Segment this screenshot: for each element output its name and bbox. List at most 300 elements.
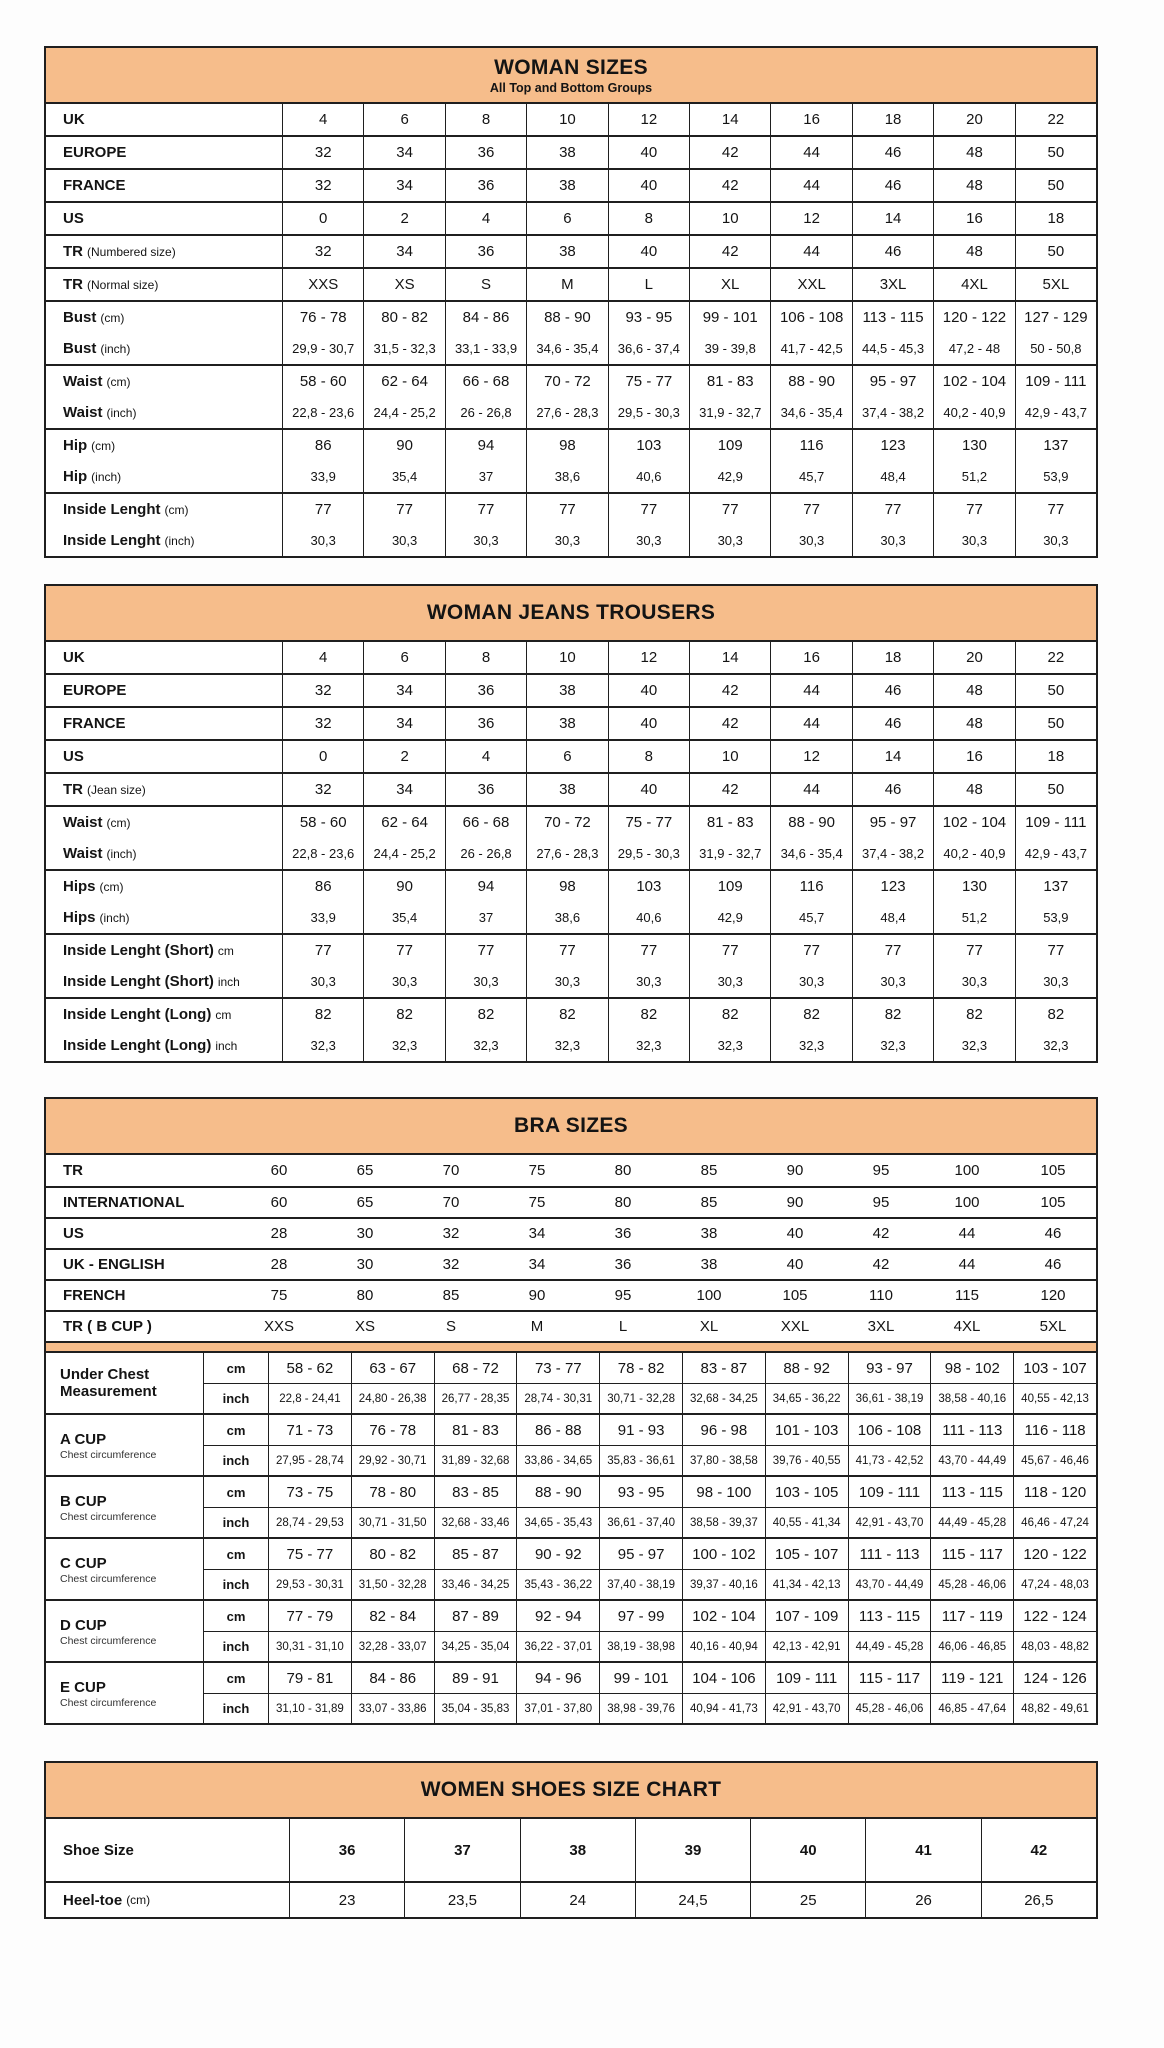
size-cell: 102 - 104	[933, 366, 1014, 397]
row-label-note: (cm)	[126, 1893, 151, 1907]
size-row	[46, 838, 1096, 869]
size-cell: 90	[363, 871, 444, 902]
size-cell: 0	[282, 203, 363, 234]
size-row	[46, 430, 1096, 461]
size-cell: 80 - 82	[351, 1539, 434, 1569]
size-cell: 46	[852, 708, 933, 739]
size-cell: 29,53 - 30,31	[268, 1570, 351, 1599]
size-cell: 30,3	[1015, 525, 1096, 556]
size-cell: 10	[526, 104, 607, 135]
size-cell: 100	[696, 1287, 722, 1304]
row-label	[46, 397, 282, 428]
size-cell: 16	[770, 104, 851, 135]
size-cell: 48	[933, 236, 1014, 267]
size-cell: 70 - 72	[526, 807, 607, 838]
size-row-group	[46, 300, 1096, 364]
size-cell: 31,5 - 32,3	[363, 333, 444, 364]
size-cell: 31,9 - 32,7	[689, 397, 770, 428]
row-values	[282, 999, 1096, 1030]
cup-label	[46, 1477, 203, 1537]
size-cell: 14	[689, 642, 770, 673]
size-cell: XL	[699, 1318, 719, 1335]
row-label	[46, 203, 282, 234]
size-cell: 35,83 - 36,61	[599, 1446, 682, 1475]
size-row	[46, 1030, 1096, 1061]
size-cell: 75	[528, 1162, 546, 1179]
size-cell: 46,06 - 46,85	[930, 1632, 1013, 1661]
size-cell: 100	[954, 1194, 980, 1211]
row-label-note: (cm)	[100, 310, 125, 325]
row-label	[46, 170, 282, 201]
row-label	[46, 1155, 236, 1186]
size-cell: 40	[750, 1819, 865, 1881]
shoe-row	[46, 1819, 1096, 1881]
row-label-text: Inside Lenght (Long)	[63, 1037, 212, 1054]
size-cell: 32,3	[770, 1030, 851, 1061]
bra-band-rows	[46, 1155, 1096, 1341]
row-label	[46, 642, 282, 673]
row-values	[268, 1477, 1096, 1507]
size-cell: 30,3	[363, 525, 444, 556]
size-cell: 14	[852, 203, 933, 234]
size-cell: 93 - 95	[608, 302, 689, 333]
unit-cell: cm	[203, 1539, 268, 1569]
row-values	[282, 675, 1096, 706]
size-cell: 16	[933, 203, 1014, 234]
size-cell: 32,3	[363, 1030, 444, 1061]
size-cell: 40	[608, 708, 689, 739]
row-label	[46, 494, 282, 525]
size-cell: 58 - 60	[282, 366, 363, 397]
size-row	[46, 902, 1096, 933]
size-cell: 28,74 - 29,53	[268, 1508, 351, 1537]
size-cell: 84 - 86	[351, 1663, 434, 1693]
size-cell: 66 - 68	[445, 807, 526, 838]
size-cell: 6	[363, 642, 444, 673]
row-label-note: cm	[215, 1007, 232, 1022]
size-row-group	[46, 642, 1096, 673]
size-cell: 34	[363, 170, 444, 201]
size-cell: 24,5	[635, 1883, 750, 1917]
size-cell: 25	[750, 1883, 865, 1917]
bra-band-row	[46, 1155, 1096, 1186]
size-cell: 35,04 - 35,83	[434, 1694, 517, 1723]
size-cell: 38,6	[526, 461, 607, 492]
size-cell: 40	[608, 137, 689, 168]
row-label	[46, 366, 282, 397]
bra-sizes-table	[44, 1097, 1098, 1725]
size-cell: 38,6	[526, 902, 607, 933]
size-cell: 37	[445, 461, 526, 492]
size-cell: 42	[689, 675, 770, 706]
size-cell: 34	[363, 708, 444, 739]
row-values	[282, 966, 1096, 997]
size-cell: 115	[955, 1287, 979, 1304]
cup-row	[203, 1415, 1096, 1445]
size-cell: 44	[770, 774, 851, 805]
size-cell: 30	[356, 1256, 374, 1273]
size-cell: 86	[282, 871, 363, 902]
size-cell: M	[526, 269, 607, 300]
row-label	[46, 999, 282, 1030]
size-cell: 30,3	[770, 525, 851, 556]
size-cell: 6	[363, 104, 444, 135]
row-label-text: FRANCE	[63, 715, 126, 732]
size-cell: 32,3	[445, 1030, 526, 1061]
size-cell: 105	[1040, 1162, 1066, 1179]
size-cell: 24,4 - 25,2	[363, 397, 444, 428]
size-cell: 8	[445, 104, 526, 135]
size-cell: 116	[770, 430, 851, 461]
size-cell: 109	[689, 871, 770, 902]
size-cell: 75	[270, 1287, 288, 1304]
size-cell: 8	[608, 741, 689, 772]
cup-group	[46, 1661, 1096, 1723]
size-cell: 30,3	[852, 525, 933, 556]
row-label	[46, 966, 282, 997]
size-cell: 28	[270, 1225, 288, 1242]
size-cell: 26	[865, 1883, 980, 1917]
size-cell: 41	[865, 1819, 980, 1881]
size-cell: 88 - 90	[516, 1477, 599, 1507]
size-cell: 20	[933, 642, 1014, 673]
size-cell: 122 - 124	[1013, 1601, 1096, 1631]
size-cell: 30,3	[933, 525, 1014, 556]
size-cell: 40,6	[608, 461, 689, 492]
size-cell: 30,3	[770, 966, 851, 997]
size-cell: 30,3	[852, 966, 933, 997]
size-cell: 118 - 120	[1013, 1477, 1096, 1507]
size-cell: 66 - 68	[445, 366, 526, 397]
size-cell: 30,3	[608, 966, 689, 997]
size-cell: 30,3	[282, 525, 363, 556]
size-cell: 32,68 - 34,25	[682, 1384, 765, 1413]
size-cell: 24,4 - 25,2	[363, 838, 444, 869]
size-cell: 77	[363, 935, 444, 966]
size-cell: 80	[614, 1194, 632, 1211]
size-cell: 42,13 - 42,91	[765, 1632, 848, 1661]
size-row-group	[46, 869, 1096, 933]
size-cell: 93 - 95	[599, 1477, 682, 1507]
size-cell: 123	[852, 871, 933, 902]
size-cell: 10	[689, 203, 770, 234]
size-cell: 97 - 99	[599, 1601, 682, 1631]
size-cell: 32,28 - 33,07	[351, 1632, 434, 1661]
row-label	[46, 871, 282, 902]
size-row-group	[46, 234, 1096, 267]
size-row	[46, 397, 1096, 428]
row-label-note: cm	[217, 943, 234, 958]
size-cell: 16	[770, 642, 851, 673]
size-cell: 96 - 98	[682, 1415, 765, 1445]
size-row	[46, 494, 1096, 525]
size-cell: M	[530, 1318, 544, 1335]
row-label-text: Inside Lenght (Long)	[63, 1006, 212, 1023]
size-cell: 32	[282, 675, 363, 706]
size-row	[46, 269, 1096, 300]
row-label-text: TR ( B CUP )	[63, 1318, 152, 1335]
unit-cell: cm	[203, 1477, 268, 1507]
size-cell: 116 - 118	[1013, 1415, 1096, 1445]
size-cell: 77	[363, 494, 444, 525]
row-label	[46, 461, 282, 492]
row-values	[268, 1353, 1096, 1383]
size-cell: 42	[689, 170, 770, 201]
unit-cell: cm	[203, 1415, 268, 1445]
size-cell: 44	[958, 1256, 976, 1273]
size-cell: 33,86 - 34,65	[516, 1446, 599, 1475]
size-cell: 45,7	[770, 902, 851, 933]
size-cell: 29,9 - 30,7	[282, 333, 363, 364]
size-cell: 30,71 - 32,28	[599, 1384, 682, 1413]
cup-row	[203, 1663, 1096, 1693]
size-cell: 53,9	[1015, 902, 1096, 933]
row-label-note: (cm)	[106, 374, 131, 389]
size-cell: 46,85 - 47,64	[930, 1694, 1013, 1723]
size-cell: 90	[363, 430, 444, 461]
cup-label-subtext: Chest circumference	[60, 1696, 157, 1709]
size-row	[46, 642, 1096, 673]
row-label-text: TR	[63, 243, 83, 260]
size-cell: 34,6 - 35,4	[770, 397, 851, 428]
size-cell: 82	[282, 999, 363, 1030]
row-label-text: Inside Lenght (Short)	[63, 973, 214, 990]
size-cell: 48,4	[852, 461, 933, 492]
size-cell: 75	[528, 1194, 546, 1211]
size-cell: L	[618, 1318, 628, 1335]
size-cell: 123	[852, 430, 933, 461]
size-cell: 78 - 80	[351, 1477, 434, 1507]
size-cell: 32,3	[1015, 1030, 1096, 1061]
size-cell: 77	[1015, 494, 1096, 525]
row-label-text: Waist	[63, 373, 103, 390]
size-cell: 3XL	[852, 269, 933, 300]
size-cell: 40,55 - 42,13	[1013, 1384, 1096, 1413]
cup-group	[46, 1599, 1096, 1661]
size-cell: 38	[526, 236, 607, 267]
row-label	[46, 430, 282, 461]
size-cell: 78 - 82	[599, 1353, 682, 1383]
size-cell: 36	[289, 1819, 404, 1881]
size-cell: 90	[786, 1194, 804, 1211]
row-values	[268, 1694, 1096, 1723]
size-cell: 42	[689, 137, 770, 168]
size-cell: 33,9	[282, 461, 363, 492]
size-cell: 103	[608, 430, 689, 461]
row-label-text: Inside Lenght	[63, 532, 161, 549]
size-cell: 77	[526, 935, 607, 966]
size-cell: 32	[282, 170, 363, 201]
size-cell: 50	[1015, 137, 1096, 168]
size-cell: 32,3	[608, 1030, 689, 1061]
size-cell: 30,3	[689, 525, 770, 556]
size-cell: 12	[770, 741, 851, 772]
size-cell: 36,22 - 37,01	[516, 1632, 599, 1661]
row-values	[268, 1663, 1096, 1693]
row-label	[46, 708, 282, 739]
size-cell: 32	[442, 1256, 460, 1273]
size-cell: 46	[852, 236, 933, 267]
cup-rows	[203, 1601, 1096, 1661]
size-cell: 38	[526, 137, 607, 168]
size-cell: 58 - 62	[268, 1353, 351, 1383]
woman-sizes-header	[46, 48, 1096, 104]
size-cell: 77	[689, 494, 770, 525]
cup-label-text: A CUP	[60, 1430, 107, 1448]
size-cell: 31,50 - 32,28	[351, 1570, 434, 1599]
size-cell: 43,70 - 44,49	[930, 1446, 1013, 1475]
size-cell: 36	[445, 137, 526, 168]
size-cell: 37	[445, 902, 526, 933]
row-label	[46, 1819, 289, 1881]
size-row	[46, 871, 1096, 902]
size-cell: 41,73 - 42,52	[848, 1446, 931, 1475]
size-cell: 42	[689, 236, 770, 267]
row-label	[46, 302, 282, 333]
cup-group	[46, 1537, 1096, 1599]
size-cell: XXL	[780, 1318, 810, 1335]
row-values	[268, 1446, 1096, 1475]
size-cell: 36,61 - 38,19	[848, 1384, 931, 1413]
size-cell: 115 - 117	[848, 1663, 931, 1693]
size-cell: 33,07 - 33,86	[351, 1694, 434, 1723]
size-cell: 22	[1015, 104, 1096, 135]
cup-label	[46, 1539, 203, 1599]
size-cell: 116	[770, 871, 851, 902]
size-cell: 27,6 - 28,3	[526, 397, 607, 428]
size-cell: 36	[614, 1256, 632, 1273]
size-cell: 111 - 113	[848, 1539, 931, 1569]
size-cell: 40,6	[608, 902, 689, 933]
size-cell: 77	[445, 935, 526, 966]
size-cell: 30,3	[608, 525, 689, 556]
table-title: BRA SIZES	[514, 1114, 628, 1137]
size-cell: 83 - 87	[682, 1353, 765, 1383]
size-cell: XXL	[770, 269, 851, 300]
size-cell: 77	[1015, 935, 1096, 966]
size-cell: 77	[608, 935, 689, 966]
size-cell: 40,55 - 41,34	[765, 1508, 848, 1537]
row-label-note: (inch)	[106, 846, 137, 861]
size-row-group	[46, 706, 1096, 739]
size-row	[46, 774, 1096, 805]
row-values	[282, 708, 1096, 739]
size-cell: 44,49 - 45,28	[930, 1508, 1013, 1537]
cup-row	[203, 1569, 1096, 1599]
row-label-text: UK - ENGLISH	[63, 1256, 165, 1273]
table-title: WOMEN SHOES SIZE CHART	[420, 1778, 722, 1801]
row-label-text: US	[63, 210, 84, 227]
size-cell: 46	[1044, 1225, 1062, 1242]
size-row-group	[46, 135, 1096, 168]
size-cell: 91 - 93	[599, 1415, 682, 1445]
size-cell: 82	[933, 999, 1014, 1030]
cup-section	[46, 1353, 1096, 1723]
size-cell: 6	[526, 741, 607, 772]
size-row-group	[46, 104, 1096, 135]
unit-cell: cm	[203, 1601, 268, 1631]
size-cell: 95	[614, 1287, 632, 1304]
size-cell: 36	[445, 675, 526, 706]
size-cell: XXS	[282, 269, 363, 300]
size-cell: 113 - 115	[848, 1601, 931, 1631]
size-cell: 37,80 - 38,58	[682, 1446, 765, 1475]
size-cell: 75 - 77	[608, 366, 689, 397]
size-cell: 85	[442, 1287, 460, 1304]
size-cell: 37,4 - 38,2	[852, 838, 933, 869]
size-cell: 28,74 - 30,31	[516, 1384, 599, 1413]
size-cell: 39	[635, 1819, 750, 1881]
size-cell: 14	[852, 741, 933, 772]
size-cell: 62 - 64	[363, 366, 444, 397]
woman-sizes-body	[46, 104, 1096, 556]
row-label-text: Inside Lenght (Short)	[63, 942, 214, 959]
size-cell: S	[445, 269, 526, 300]
size-cell: 89 - 91	[434, 1663, 517, 1693]
size-cell: 90	[528, 1287, 546, 1304]
size-row	[46, 104, 1096, 135]
row-label-text: UK	[63, 111, 85, 128]
size-cell: 68 - 72	[434, 1353, 517, 1383]
row-label	[46, 1250, 236, 1279]
cup-label-text: B CUP	[60, 1492, 107, 1510]
size-cell: 100	[954, 1162, 980, 1179]
size-cell: 120	[1040, 1287, 1066, 1304]
cup-label-subtext: Chest circumference	[60, 1448, 157, 1461]
cup-label-text: D CUP	[60, 1616, 107, 1634]
row-label-note: (inch)	[99, 910, 130, 925]
row-label	[46, 902, 282, 933]
row-values	[282, 333, 1096, 364]
size-cell: 106 - 108	[848, 1415, 931, 1445]
size-cell: 84 - 86	[445, 302, 526, 333]
size-cell: 34,65 - 36,22	[765, 1384, 848, 1413]
size-cell: 35,43 - 36,22	[516, 1570, 599, 1599]
size-cell: 58 - 60	[282, 807, 363, 838]
size-cell: 18	[852, 642, 933, 673]
size-cell: 48	[933, 137, 1014, 168]
cup-rows	[203, 1539, 1096, 1599]
unit-cell: inch	[203, 1384, 268, 1413]
row-label-text: FRANCE	[63, 177, 126, 194]
size-cell: 38	[700, 1225, 718, 1242]
size-cell: 48,82 - 49,61	[1013, 1694, 1096, 1723]
size-cell: 30,3	[282, 966, 363, 997]
size-cell: 26,77 - 28,35	[434, 1384, 517, 1413]
size-cell: 35,4	[363, 461, 444, 492]
size-cell: 31,89 - 32,68	[434, 1446, 517, 1475]
size-row	[46, 461, 1096, 492]
row-values	[268, 1415, 1096, 1445]
row-label	[46, 675, 282, 706]
cup-row	[203, 1693, 1096, 1723]
size-row	[46, 137, 1096, 168]
row-values	[268, 1570, 1096, 1599]
size-cell: 18	[1015, 741, 1096, 772]
size-cell: 38	[520, 1819, 635, 1881]
divider-strip	[46, 1341, 1096, 1353]
row-label-text: US	[63, 748, 84, 765]
cup-rows	[203, 1415, 1096, 1475]
size-cell: 4	[282, 104, 363, 135]
row-label-text: Heel-toe	[63, 1891, 123, 1909]
size-cell: 86	[282, 430, 363, 461]
size-cell: 88 - 90	[770, 807, 851, 838]
row-values	[268, 1384, 1096, 1413]
size-cell: 109 - 111	[848, 1477, 931, 1507]
row-values	[282, 642, 1096, 673]
size-row-group	[46, 805, 1096, 869]
